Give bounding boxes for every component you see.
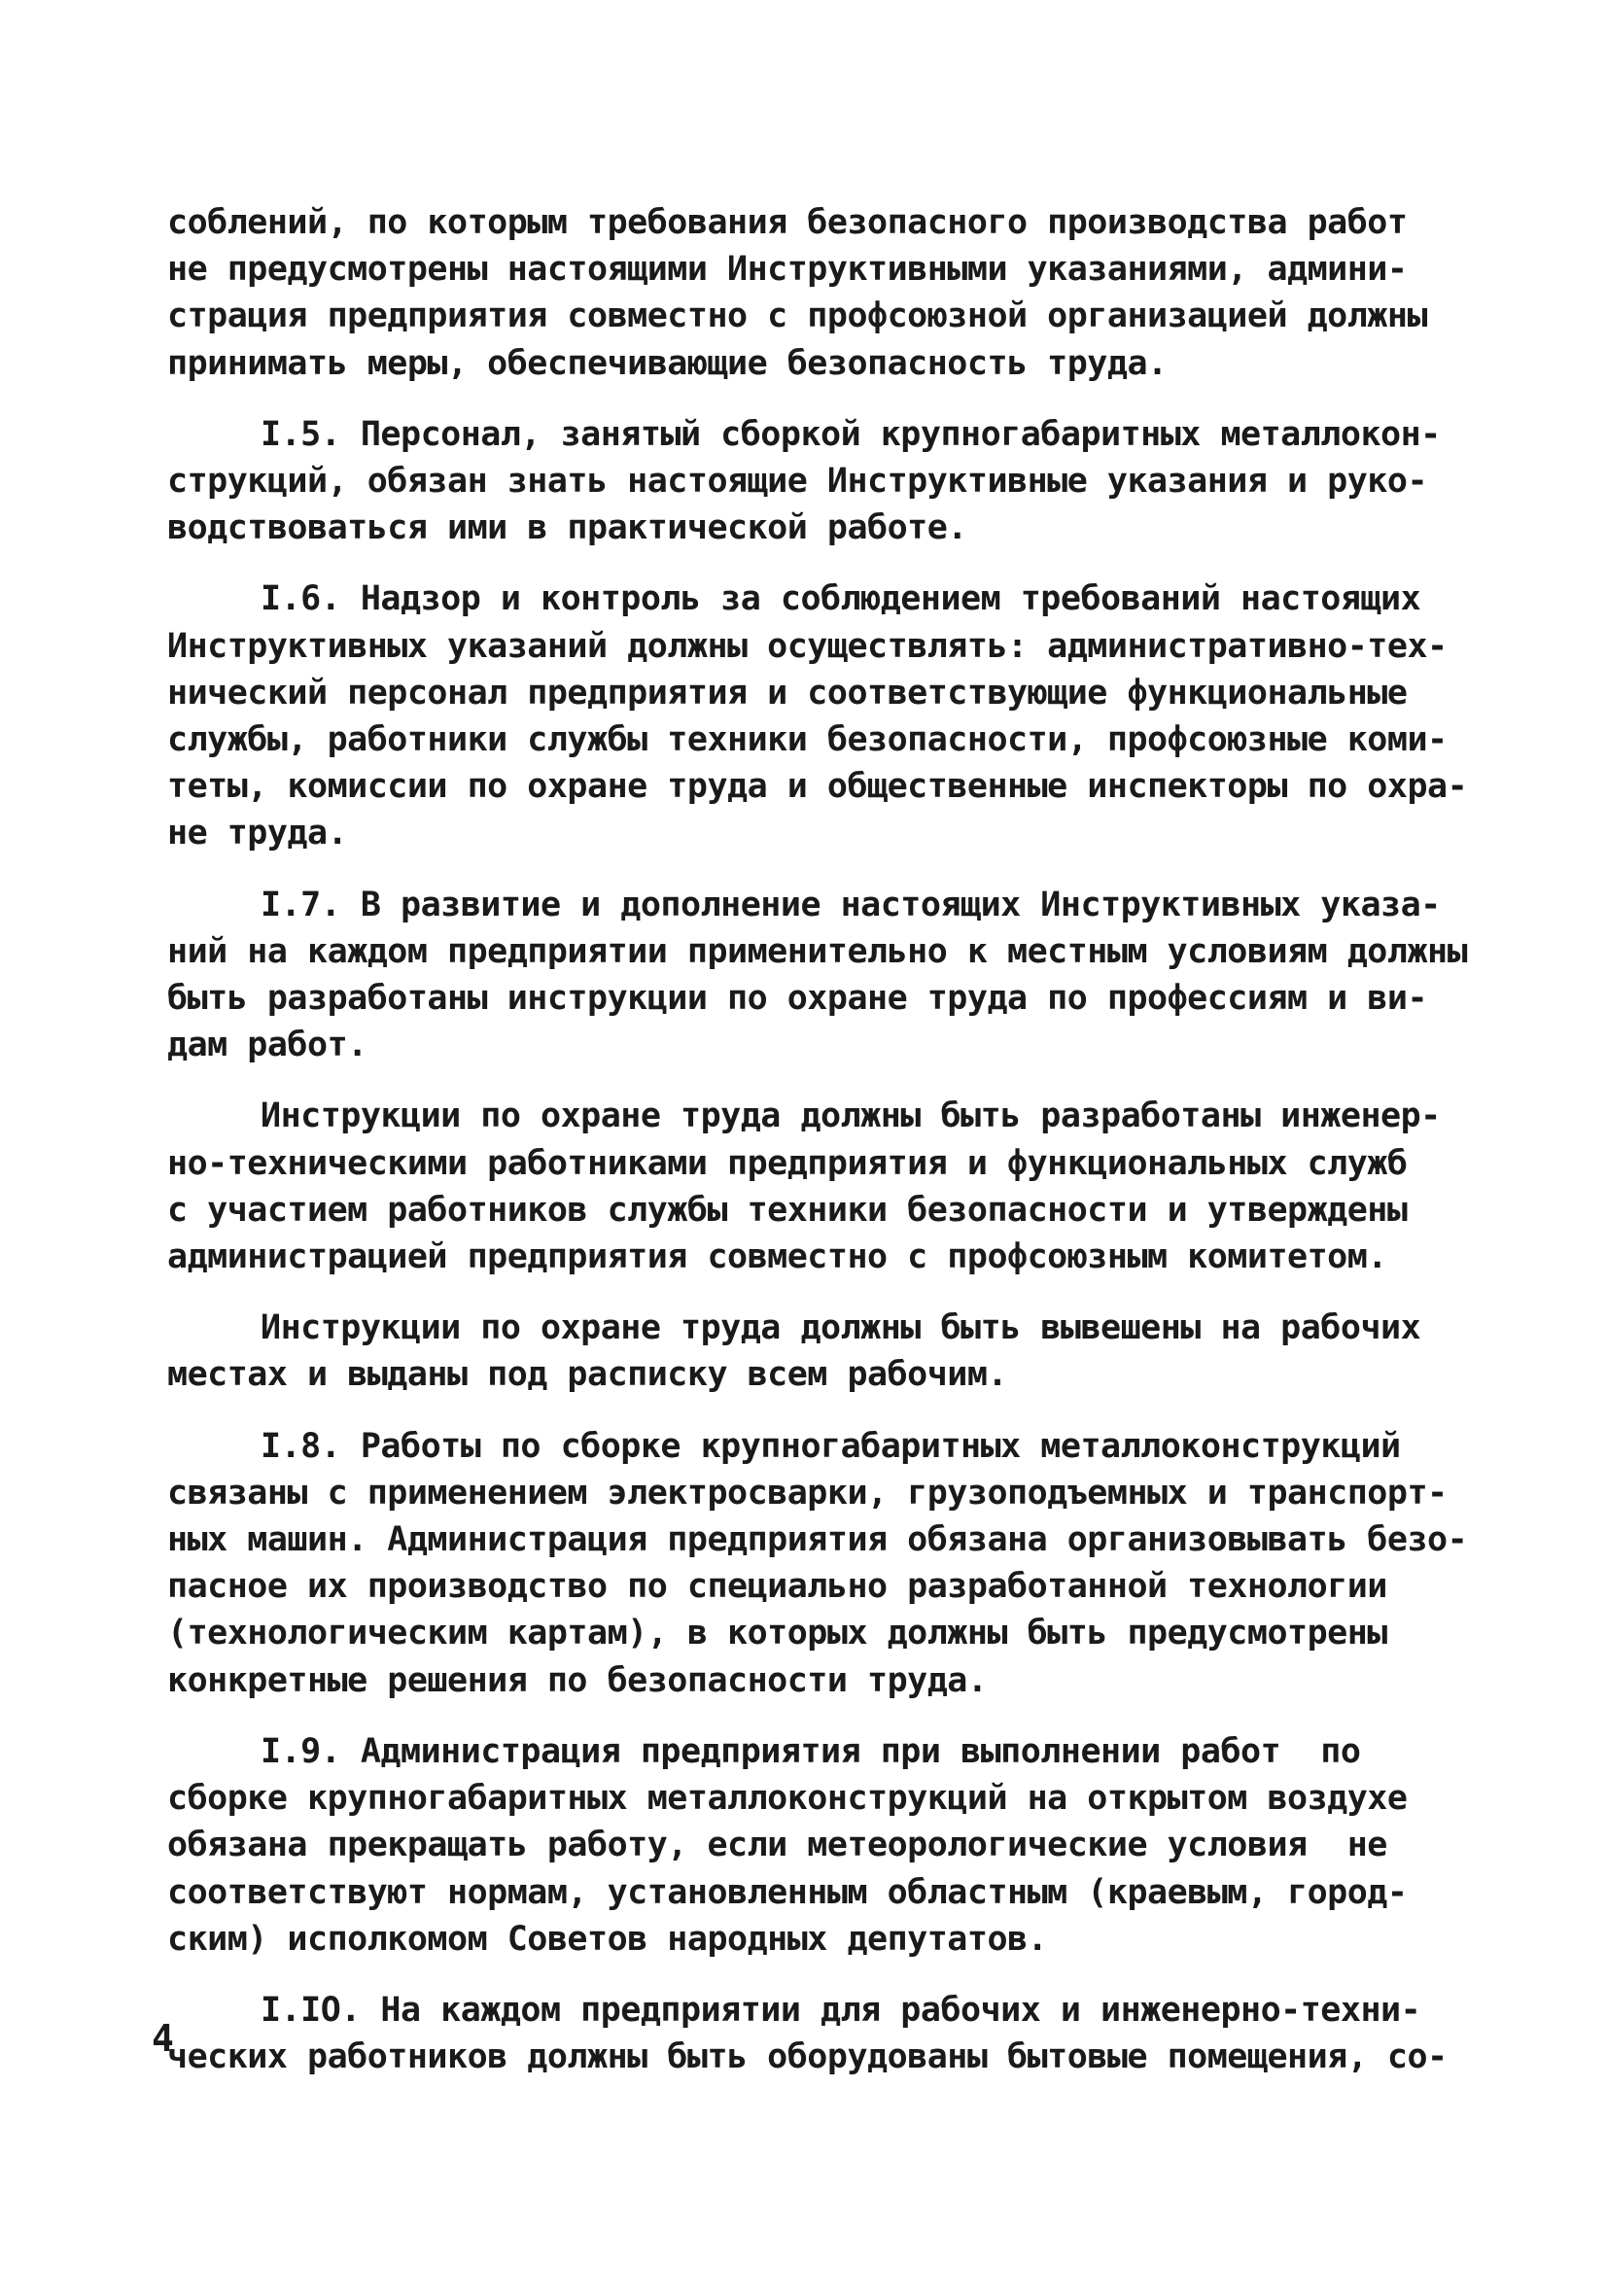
text-line: теты, комиссии по охране труда и общественные инспекторы по охра-: [167, 767, 1468, 807]
text-line: дам работ.: [167, 1026, 367, 1065]
text-line: Инструкции по охране труда должны быть разработаны инженер-: [261, 1096, 1441, 1136]
text-line: сборке крупногабаритных металлоконструкций на открытом воздухе: [167, 1779, 1408, 1819]
text-line: соблений, по которым требования безопасного производства работ: [167, 203, 1408, 242]
text-line: водствоваться ими в практической работе.: [167, 508, 967, 548]
text-line: Инструкции по охране труда должны быть вывешены на рабочих: [261, 1308, 1421, 1348]
text-line: ний на каждом предприятии применительно к местным условиям должны: [167, 931, 1468, 971]
document-body: [167, 199, 1468, 2080]
paragraph-p-cont: [167, 199, 1460, 387]
text-line: нический персонал предприятия и соответствующие функциональные: [167, 673, 1408, 713]
paragraph-p-1-5: [167, 411, 1460, 552]
text-line: с участием работников службы техники безопасности и утверждены: [167, 1190, 1408, 1230]
paragraph-p-1-6: [167, 575, 1468, 856]
text-line: администрацией предприятия совместно с профсоюзным комитетом.: [167, 1237, 1387, 1277]
paragraph-p-instr-1: [167, 1093, 1460, 1280]
text-line: I.6. Надзор и контроль за соблюдением требований настоящих: [261, 579, 1421, 619]
text-line: быть разработаны инструкции по охране труда по профессиям и ви-: [167, 979, 1428, 1019]
text-line: не предусмотрены настоящими Инструктивными указаниями, админи-: [167, 250, 1408, 290]
text-line: I.9. Администрация предприятия при выполнении работ по: [261, 1731, 1361, 1771]
text-line: пасное их производство по специально разработанной технологии: [167, 1567, 1387, 1607]
paragraph-p-1-7: [167, 882, 1468, 1069]
text-line: соответствуют нормам, установленным областным (краевым, город-: [167, 1872, 1408, 1912]
paragraph-p-1-9: [167, 1728, 1460, 1963]
text-line: (технологическим картам), в которых должны быть предусмотрены: [167, 1614, 1387, 1653]
text-line: принимать меры, обеспечивающие безопасность труда.: [167, 343, 1168, 383]
text-line: службы, работники службы техники безопасности, профсоюзные коми-: [167, 720, 1448, 760]
text-line: не труда.: [167, 814, 348, 853]
text-line: местах и выданы под расписку всем рабочим.: [167, 1355, 1008, 1395]
paragraph-p-instr-2: [167, 1305, 1460, 1398]
text-line: конкретные решения по безопасности труда.: [167, 1660, 988, 1700]
text-line: страция предприятия совместно с профсоюзной организацией должны: [167, 296, 1428, 336]
text-line: I.5. Персонал, занятый сборкой крупногабаритных металлокон-: [261, 414, 1441, 454]
text-line: ческих работников должны быть оборудованы бытовые помещения, со-: [167, 2037, 1448, 2077]
text-line: но-техническими работниками предприятия и функциональных служб: [167, 1143, 1408, 1183]
text-line: Инструктивных указаний должны осуществлять: административно-тех-: [167, 626, 1448, 666]
text-line: I.7. В развитие и дополнение настоящих Инструктивных указа-: [261, 885, 1441, 924]
text-line: ных машин. Администрация предприятия обязана организовывать безо-: [167, 1520, 1468, 1560]
text-line: связаны с применением электросварки, грузоподъемных и транспорт-: [167, 1473, 1448, 1513]
text-line: обязана прекращать работу, если метеорологические условия не: [167, 1826, 1387, 1865]
paragraph-p-1-8: [167, 1423, 1468, 1704]
text-line: ским) исполкомом Советов народных депутатов.: [167, 1919, 1048, 1959]
text-line: струкций, обязан знать настоящие Инструктивные указания и руко-: [167, 462, 1428, 502]
paragraph-p-1-10: [167, 1987, 1460, 2080]
page-number: 4: [152, 2017, 174, 2060]
text-line: I.8. Работы по сборке крупногабаритных металлоконструкций: [261, 1426, 1401, 1466]
text-line: I.IO. На каждом предприятии для рабочих и инженерно-техни-: [261, 1990, 1421, 2030]
